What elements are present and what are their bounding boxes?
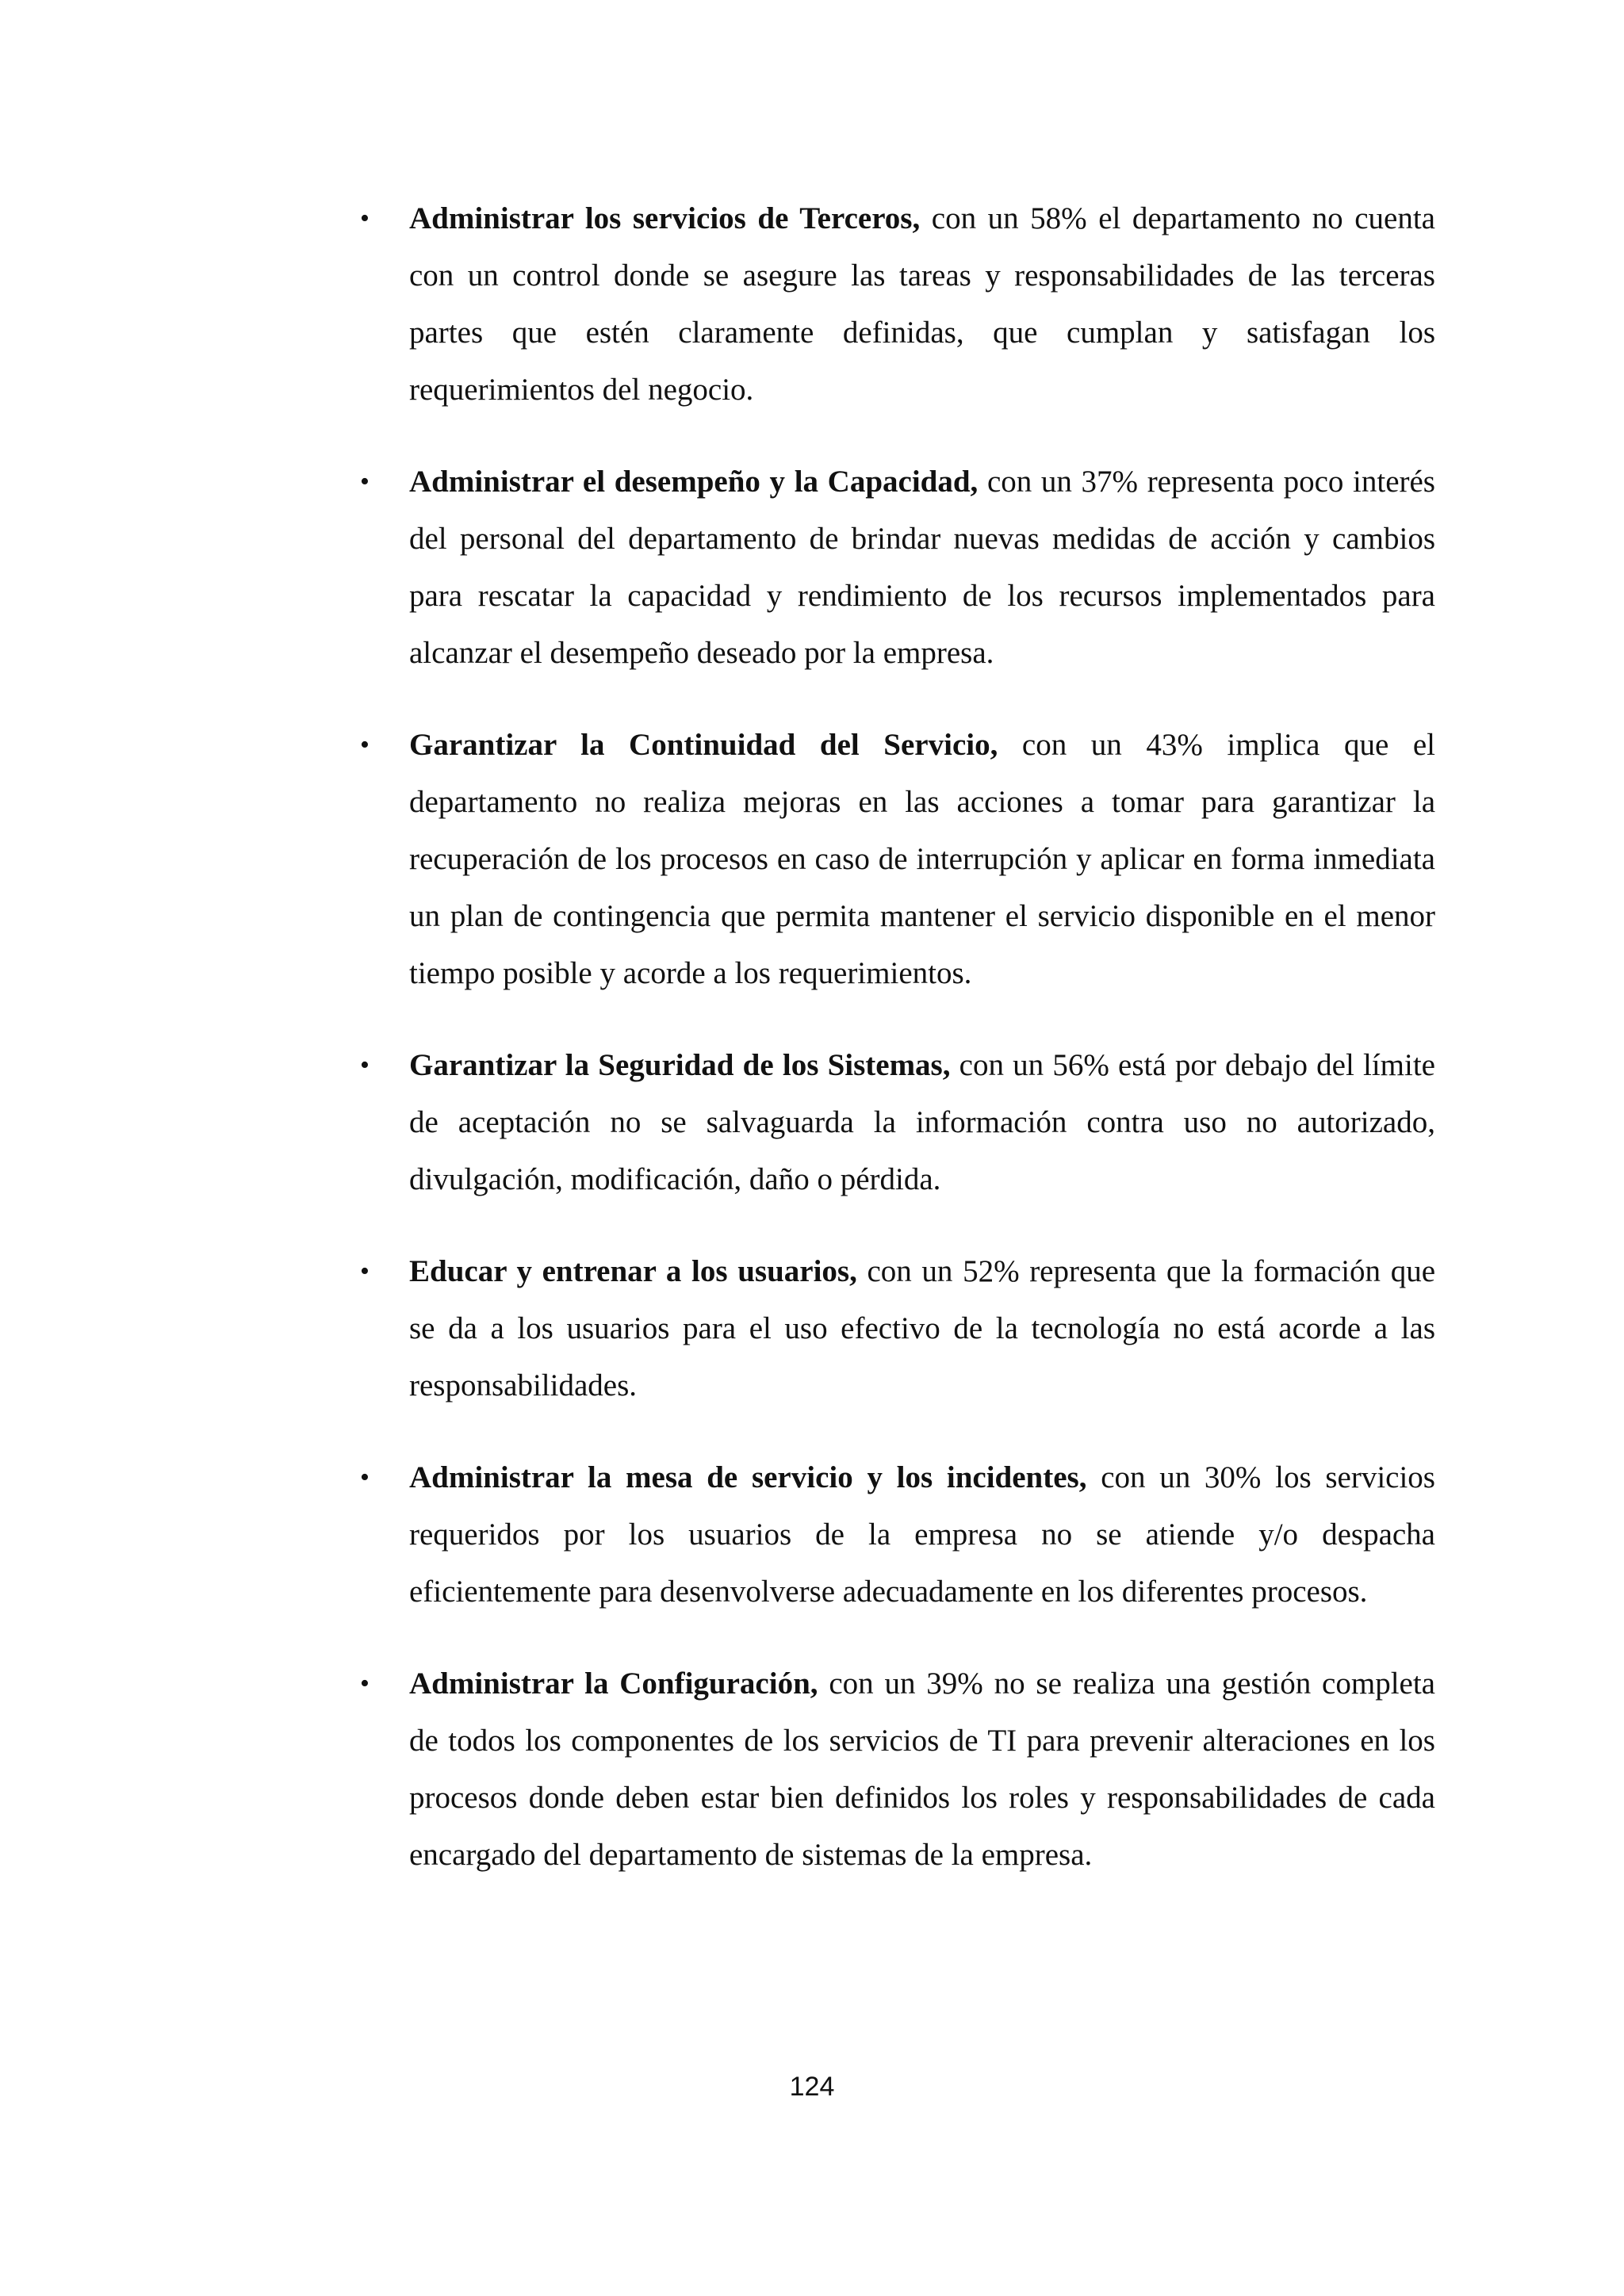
item-lead: Administrar la Configuración, [409, 1667, 829, 1701]
bullet-marker: • [360, 1257, 370, 1286]
list-item [357, 1449, 1435, 1621]
bullet-list [357, 190, 1435, 1919]
item-text: con un 58% el departamento no cuenta con un control donde se asegure las tareas y responsabilidades de las terceras partes que estén claramente definidas, que cumplan y satisfagan los requerimientos del negocio. [409, 201, 1435, 407]
item-text: con un 30% los servicios requeridos por los usuarios de la empresa no se atiende y/o despacha eficientemente para desenvolverse adecuadamente en los diferentes procesos. [409, 1460, 1435, 1609]
item-lead: Garantizar la Seguridad de los Sistemas, [409, 1048, 959, 1082]
list-item [357, 1655, 1435, 1884]
list-item [357, 453, 1435, 682]
bullet-marker: • [360, 1669, 370, 1698]
item-lead: Administrar los servicios de Terceros, [409, 201, 932, 235]
list-item [357, 717, 1435, 1002]
list-item [357, 1243, 1435, 1414]
item-text: con un 37% representa poco interés del personal del departamento de brindar nuevas medidas de acción y cambios para rescatar la capacidad y rendimiento de los recursos implementados para alcanzar el desempeño deseado por la empresa. [409, 465, 1435, 670]
item-text: con un 56% está por debajo del límite de aceptación no se salvaguarda la información contra uso no autorizado, divulgación, modificación, daño o pérdida. [409, 1048, 1435, 1196]
bullet-marker: • [360, 1463, 370, 1492]
item-text: con un 39% no se realiza una gestión completa de todos los componentes de los servicios de TI para prevenir alteraciones en los procesos donde deben estar bien definidos los roles y responsabilidades de cada encargado del departamento de sistemas de la empresa. [409, 1667, 1435, 1872]
page-number: 124 [789, 2072, 835, 2102]
bullet-marker: • [360, 730, 370, 760]
item-lead: Educar y entrenar a los usuarios, [409, 1254, 868, 1288]
list-item [357, 190, 1435, 419]
item-lead: Administrar la mesa de servicio y los incidentes, [409, 1460, 1101, 1494]
item-lead: Garantizar la Continuidad del Servicio, [409, 728, 1022, 762]
item-text: con un 43% implica que el departamento no realiza mejoras en las acciones a tomar para garantizar la recuperación de los procesos en caso de interrupción y aplicar en forma inmediata un plan de contingencia que permita mantener el servicio disponible en el menor tiempo posible y acorde a los requerimientos. [409, 728, 1435, 990]
list-item [357, 1037, 1435, 1208]
item-text: con un 52% representa que la formación que se da a los usuarios para el uso efectivo de la tecnología no está acorde a las responsabilidades. [409, 1254, 1435, 1402]
bullet-marker: • [360, 1050, 370, 1080]
item-lead: Administrar el desempeño y la Capacidad, [409, 465, 987, 499]
bullet-marker: • [360, 467, 370, 496]
bullet-marker: • [360, 204, 370, 233]
